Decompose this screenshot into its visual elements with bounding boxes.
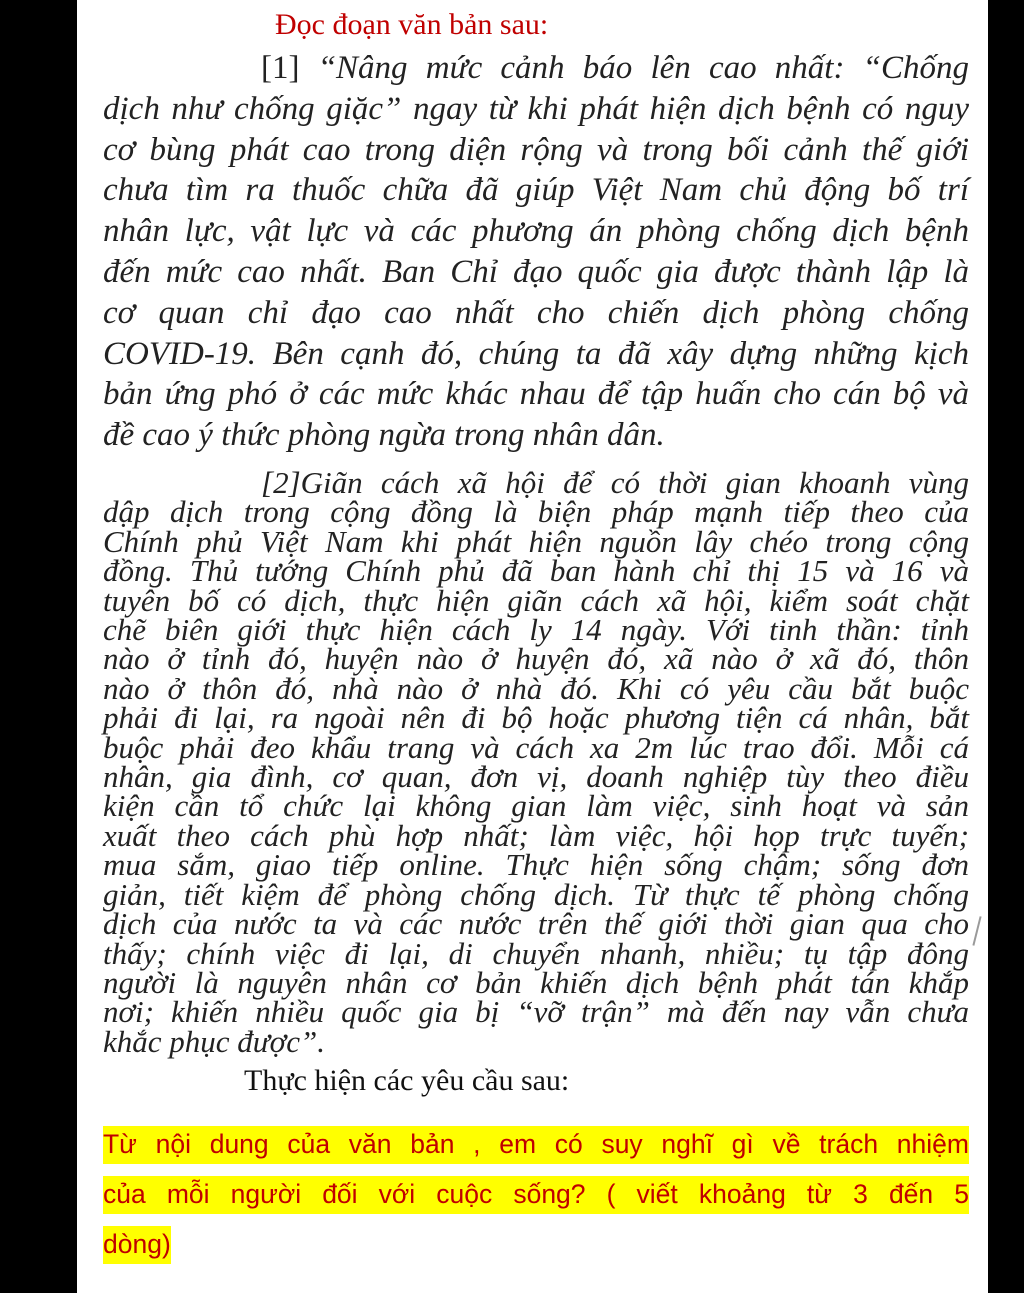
paragraph-line: khắc phục được”. — [103, 1023, 325, 1059]
paragraph-line: đồng. Thủ tướng Chính phủ đã ban hành chỉ thị 15 và 16 và — [103, 553, 969, 589]
paragraph-line: thấy; chính việc đi lại, di chuyển nhanh, nhiều; tụ tập đông — [103, 935, 969, 971]
paragraph-line: đến mức cao nhất. Ban Chỉ đạo quốc gia được thành lập là — [103, 253, 969, 290]
paragraph-line: COVID-19. Bên cạnh đó, chúng ta đã xây dựng những kịch — [103, 335, 969, 372]
paragraph-line: cơ quan chỉ đạo cao nhất cho chiến dịch phòng chống — [103, 294, 969, 331]
paragraph-line: mua sắm, giao tiếp online. Thực hiện sống chậm; sống đơn — [103, 847, 969, 883]
paragraph-line: xuất theo cách phù hợp nhất; làm việc, hội họp trực tuyến; — [103, 817, 969, 853]
paragraph-line: nhân lực, vật lực và các phương án phòng chống dịch bệnh — [103, 213, 969, 250]
paragraph-line: nơi; khiến nhiều quốc gia bị “vỡ trận” mà đến nay vẫn chưa — [103, 994, 969, 1030]
paragraph-line: Chính phủ Việt Nam khi phát hiện nguồn lây chéo trong cộng — [103, 523, 969, 559]
instructions-prompt: Thực hiện các yêu cầu sau: — [244, 1064, 570, 1097]
document-heading: Đọc đoạn văn bản sau: — [275, 8, 549, 41]
task-line — [103, 1219, 969, 1269]
task-question — [103, 1119, 969, 1269]
paragraph-line: [2]Giãn cách xã hội để có thời gian khoanh vùng — [261, 465, 969, 500]
paragraph-line: [1] “Nâng mức cảnh báo lên cao nhất: “Chống — [261, 50, 969, 86]
paragraph-line: giản, tiết kiệm để phòng chống dịch. Từ thực tế phòng chống — [103, 876, 969, 912]
paragraph-line: đề cao ý thức phòng ngừa trong nhân dân. — [103, 417, 665, 454]
paragraph-line: nào ở thôn đó, nhà nào ở nhà đó. Khi có yêu cầu bắt buộc — [103, 670, 969, 706]
paragraph-line: nào ở tỉnh đó, huyện nào ở huyện đó, xã nào ở xã đó, thôn — [103, 641, 969, 677]
paragraph-line: phải đi lại, ra ngoài nên đi bộ hoặc phương tiện cá nhân, bắt — [103, 700, 969, 736]
paragraph-line: dịch như chống giặc” ngay từ khi phát hiện dịch bệnh có nguy — [103, 90, 969, 127]
paragraph-line: chẽ biên giới thực hiện cách ly 14 ngày. Với tinh thần: tỉnh — [103, 612, 969, 648]
paragraph-line: dịch của nước ta và các nước trên thế giới thời gian qua cho — [103, 906, 969, 942]
paragraph-line: buộc phải đeo khẩu trang và cách xa 2m lúc trao đổi. Mỗi cá — [103, 729, 969, 765]
task-line — [103, 1169, 969, 1219]
paragraph-line: dập dịch trong cộng đồng là biện pháp mạnh tiếp theo của — [103, 494, 969, 530]
paragraph-line: cơ bùng phát cao trong diện rộng và trong bối cảnh thế giới — [103, 131, 969, 168]
task-line — [103, 1119, 969, 1169]
paragraph-line: bản ứng phó ở các mức khác nhau để tập huấn cho cán bộ và — [103, 376, 969, 413]
paragraph-line: nhân, gia đình, cơ quan, đơn vị, doanh nghiệp tùy theo điều — [103, 759, 969, 795]
paragraph-line: chưa tìm ra thuốc chữa đã giúp Việt Nam chủ động bố trí — [103, 172, 969, 209]
paragraph-2 — [103, 465, 969, 1059]
paragraph-line: tuyên bố có dịch, thực hiện giãn cách xã hội, kiểm soát chặt — [103, 582, 969, 618]
paragraph-line: người là nguyên nhân cơ bản khiến dịch bệnh phát tán khắp — [103, 964, 969, 1000]
paragraph-line: kiện cần tổ chức lại không gian làm việc, sinh hoạt và sản — [103, 788, 969, 824]
highlighted-text: Từ nội dung của văn bản , em có suy nghĩ gì về trách nhiệm — [103, 1126, 969, 1164]
highlighted-text: của mỗi người đối với cuộc sống? ( viết khoảng từ 3 đến 5 — [103, 1176, 969, 1214]
paragraph-number: [1] — [261, 50, 300, 86]
highlighted-text: dòng) — [103, 1226, 171, 1264]
paragraph-1 — [103, 48, 969, 456]
